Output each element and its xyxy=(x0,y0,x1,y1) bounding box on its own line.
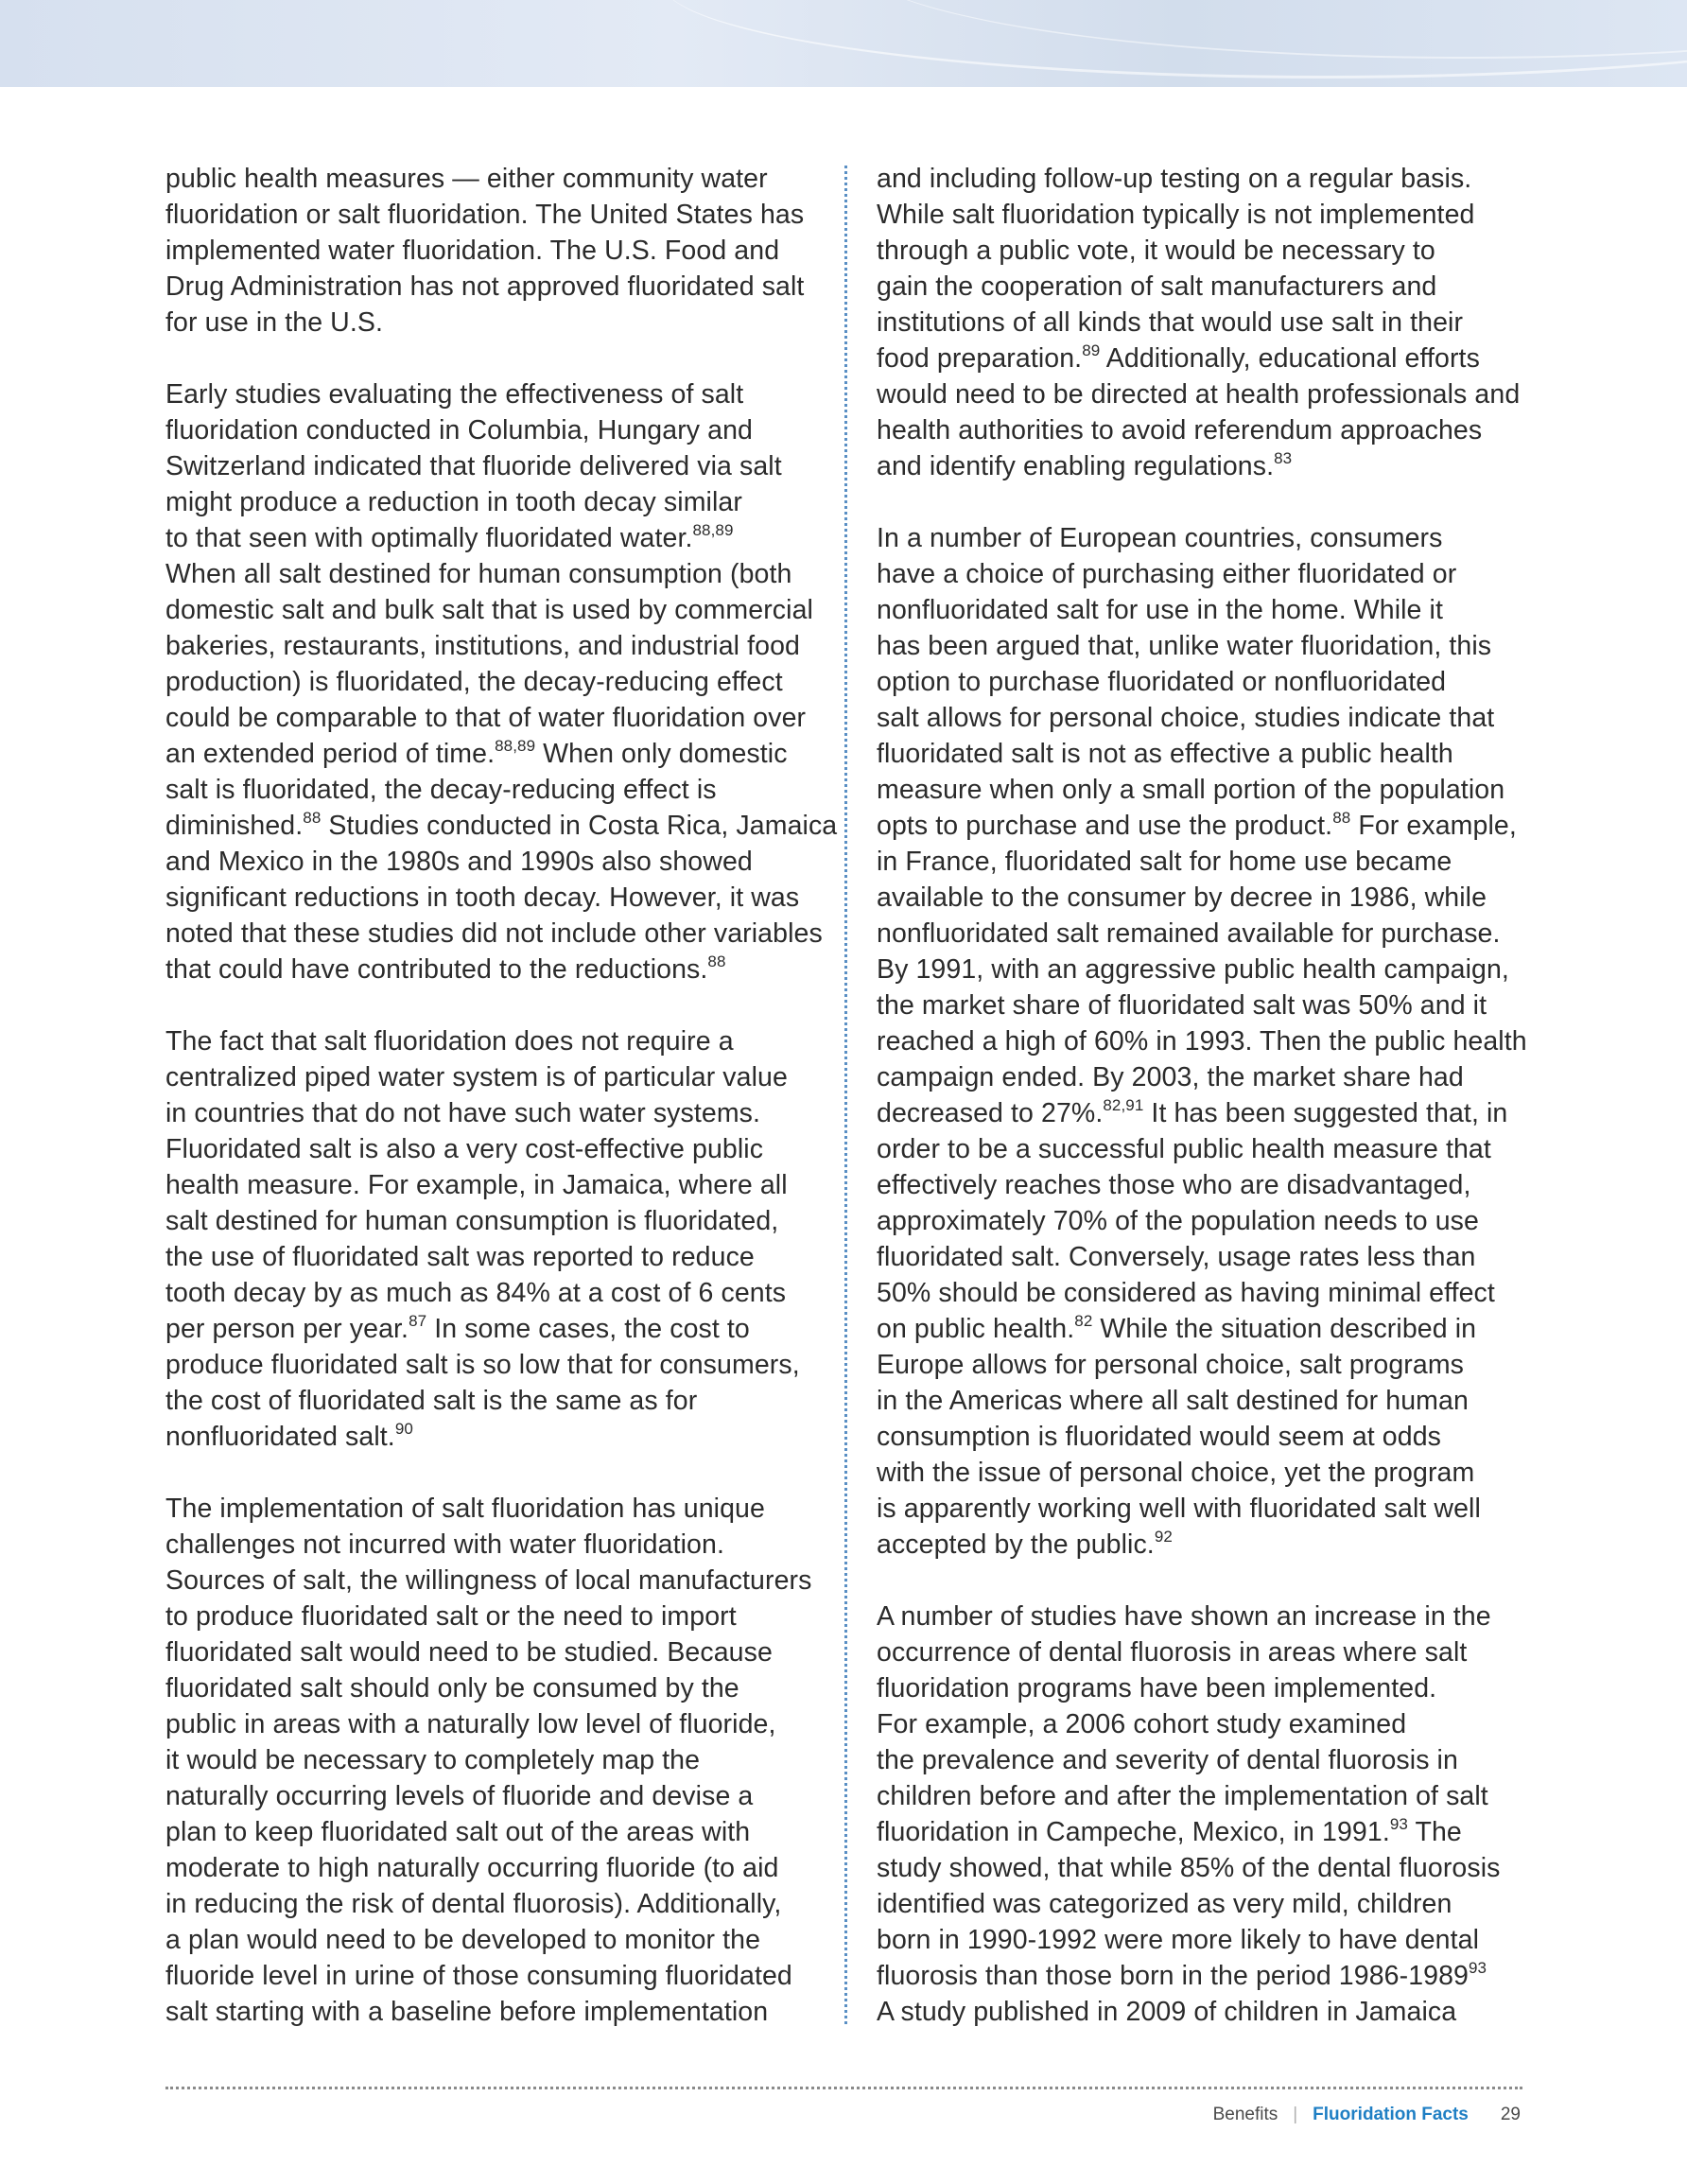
text-line xyxy=(165,269,827,305)
line-text: fluoridated salt. Conversely, usage rates less than xyxy=(877,1242,1476,1272)
text-line xyxy=(877,412,1539,448)
line-text: challenges not incurred with water fluoridation. xyxy=(165,1529,724,1560)
line-text: and Mexico in the 1980s and 1990s also showed xyxy=(165,847,753,877)
line-text: For example, a 2006 cohort study examined xyxy=(877,1709,1407,1739)
text-line xyxy=(877,808,1539,844)
left-text-column xyxy=(165,161,838,2030)
text-line xyxy=(877,844,1539,880)
line-text: institutions of all kinds that would use salt in their xyxy=(877,307,1464,338)
text-line xyxy=(165,305,827,341)
line-text: in reducing the risk of dental fluorosis). Additionally, xyxy=(165,1889,782,1919)
line-text-continued: Studies conducted in Costa Rica, Jamaica xyxy=(321,811,838,841)
text-line xyxy=(877,1059,1539,1095)
line-text: When all salt destined for human consumption (both xyxy=(165,559,792,589)
line-text: measure when only a small portion of the population xyxy=(877,775,1505,805)
text-line xyxy=(165,628,827,664)
text-line xyxy=(165,1095,827,1131)
line-text: the prevalence and severity of dental fluorosis in xyxy=(877,1745,1458,1775)
line-text: gain the cooperation of salt manufacturers and xyxy=(877,271,1437,302)
line-text: By 1991, with an aggressive public health campaign, xyxy=(877,954,1509,985)
footnote-reference: 88,89 xyxy=(692,520,734,539)
line-text: fluoridated salt should only be consumed by the xyxy=(165,1673,739,1704)
line-text: noted that these studies did not include other variables xyxy=(165,918,823,949)
line-text: salt allows for personal choice, studies indicate that xyxy=(877,703,1495,733)
text-line xyxy=(877,772,1539,808)
line-text: nonfluoridated salt for use in the home. While it xyxy=(877,595,1443,625)
line-text: diminished. xyxy=(165,811,304,841)
footnote-reference: 88 xyxy=(707,952,726,970)
text-line xyxy=(877,1886,1539,1922)
paragraph-gap xyxy=(165,1455,827,1491)
text-line xyxy=(877,1095,1539,1131)
line-text: Early studies evaluating the effectiveness of salt xyxy=(165,379,744,410)
footer-rule xyxy=(165,2087,1522,2089)
text-line xyxy=(165,1850,827,1886)
line-text: it would be necessary to completely map the xyxy=(165,1745,701,1775)
text-line xyxy=(877,341,1539,376)
text-line xyxy=(165,1167,827,1203)
footnote-reference: 88,89 xyxy=(495,736,536,755)
text-line xyxy=(165,1886,827,1922)
line-text: accepted by the public. xyxy=(877,1529,1155,1560)
line-text: implemented water fluoridation. The U.S. Food and xyxy=(165,236,780,266)
line-text: Switzerland indicated that fluoride delivered via salt xyxy=(165,451,782,481)
text-line xyxy=(877,1958,1539,1994)
line-text: fluoridated salt is not as effective a public health xyxy=(877,739,1453,769)
text-line xyxy=(165,556,827,592)
text-line xyxy=(877,1814,1539,1850)
line-text: domestic salt and bulk salt that is used by commercial xyxy=(165,595,813,625)
text-line xyxy=(877,1239,1539,1275)
text-line xyxy=(165,1742,827,1778)
line-text: fluoride level in urine of those consuming fluoridated xyxy=(165,1961,792,1991)
text-line xyxy=(877,1383,1539,1419)
footnote-reference: 88 xyxy=(303,808,322,827)
line-text: fluoridation in Campeche, Mexico, in 1991. xyxy=(877,1817,1390,1847)
text-line xyxy=(877,1994,1539,2030)
line-text: salt destined for human consumption is fluoridated, xyxy=(165,1206,779,1236)
line-text: public health measures — either community water xyxy=(165,164,768,194)
paragraph-gap xyxy=(877,484,1539,520)
line-text: naturally occurring levels of fluoride and devise a xyxy=(165,1781,754,1811)
line-text: A number of studies have shown an increase in the xyxy=(877,1601,1491,1632)
text-line xyxy=(877,1778,1539,1814)
line-text: fluoridation conducted in Columbia, Hungary and xyxy=(165,415,753,446)
line-text: fluoridation programs have been implemented. xyxy=(877,1673,1437,1704)
line-text: that could have contributed to the reductions. xyxy=(165,954,708,985)
line-text: Drug Administration has not approved fluoridated salt xyxy=(165,271,805,302)
line-text: occurrence of dental fluorosis in areas where salt xyxy=(877,1637,1468,1668)
text-line xyxy=(877,916,1539,952)
line-text: The fact that salt fluoridation does not require a xyxy=(165,1026,734,1057)
text-line xyxy=(877,952,1539,987)
text-line xyxy=(165,916,827,952)
text-line xyxy=(165,1994,827,2030)
text-line xyxy=(165,1491,827,1527)
footnote-reference: 88 xyxy=(1332,808,1351,827)
line-text: is apparently working well with fluoridated salt well xyxy=(877,1494,1481,1524)
text-line xyxy=(165,952,827,987)
text-line xyxy=(165,808,838,844)
line-text: Sources of salt, the willingness of local manufacturers xyxy=(165,1565,812,1596)
text-line xyxy=(877,197,1539,233)
line-text: produce fluoridated salt is so low that for consumers, xyxy=(165,1350,800,1380)
footnote-reference: 93 xyxy=(1469,1958,1487,1977)
text-line xyxy=(877,1670,1539,1706)
text-line xyxy=(165,1203,827,1239)
text-line xyxy=(877,1275,1539,1311)
line-text: fluoridated salt would need to be studied. Because xyxy=(165,1637,773,1668)
line-text: fluoridation or salt fluoridation. The United States has xyxy=(165,200,805,230)
line-text: through a public vote, it would be necessary to xyxy=(877,236,1435,266)
line-text: reached a high of 60% in 1993. Then the public health xyxy=(877,1026,1527,1057)
text-line xyxy=(165,880,827,916)
text-line xyxy=(165,1275,827,1311)
line-text: the cost of fluoridated salt is the same as for xyxy=(165,1386,698,1416)
line-text: health authorities to avoid referendum approaches xyxy=(877,415,1483,446)
line-text: fluorosis than those born in the period 1986-1989 xyxy=(877,1961,1469,1991)
line-text: study showed, that while 85% of the dental fluorosis xyxy=(877,1853,1501,1883)
text-line xyxy=(165,233,827,269)
line-text: and including follow-up testing on a regular basis. xyxy=(877,164,1472,194)
line-text: born in 1990-1992 were more likely to have dental xyxy=(877,1925,1480,1955)
line-text-continued: For example, xyxy=(1350,811,1517,841)
text-line xyxy=(165,1599,827,1634)
line-text-continued: Additionally, educational efforts xyxy=(1100,343,1480,374)
text-line xyxy=(877,1167,1539,1203)
line-text: production) is fluoridated, the decay-reducing effect xyxy=(165,667,783,697)
text-line xyxy=(877,269,1539,305)
paragraph-gap xyxy=(877,1563,1539,1599)
page-number: 29 xyxy=(1500,2105,1521,2124)
line-text: and identify enabling regulations. xyxy=(877,451,1275,481)
text-line xyxy=(877,736,1539,772)
text-line xyxy=(165,484,827,520)
footnote-reference: 82,91 xyxy=(1103,1095,1144,1114)
text-line xyxy=(877,1131,1539,1167)
text-line xyxy=(165,664,827,700)
text-line xyxy=(877,1742,1539,1778)
line-text: Fluoridated salt is also a very cost-effective public xyxy=(165,1134,764,1164)
line-text: significant reductions in tooth decay. However, it was xyxy=(165,882,800,913)
text-line xyxy=(165,1814,827,1850)
text-line xyxy=(165,1778,827,1814)
text-line xyxy=(877,1527,1539,1563)
footer-separator: | xyxy=(1293,2105,1298,2124)
line-text: The implementation of salt fluoridation has unique xyxy=(165,1494,765,1524)
line-text: centralized piped water system is of particular value xyxy=(165,1062,788,1092)
text-line xyxy=(165,700,827,736)
text-line xyxy=(165,592,827,628)
line-text: on public health. xyxy=(877,1314,1075,1344)
line-text: campaign ended. By 2003, the market share had xyxy=(877,1062,1464,1092)
text-line xyxy=(877,161,1539,197)
line-text: Europe allows for personal choice, salt programs xyxy=(877,1350,1465,1380)
text-line xyxy=(877,1491,1539,1527)
line-text: A study published in 2009 of children in Jamaica xyxy=(877,1997,1457,2027)
line-text: In a number of European countries, consumers xyxy=(877,523,1443,553)
line-text: might produce a reduction in tooth decay similar xyxy=(165,487,742,517)
text-line xyxy=(165,1023,827,1059)
line-text: has been argued that, unlike water fluoridation, this xyxy=(877,631,1492,661)
text-line xyxy=(877,556,1539,592)
footnote-reference: 89 xyxy=(1082,341,1101,359)
text-line xyxy=(877,664,1539,700)
line-text: with the issue of personal choice, yet the program xyxy=(877,1458,1475,1488)
line-text: moderate to high naturally occurring fluoride (to aid xyxy=(165,1853,779,1883)
line-text: an extended period of time. xyxy=(165,739,496,769)
text-line xyxy=(165,161,827,197)
line-text: salt is fluoridated, the decay-reducing effect is xyxy=(165,775,717,805)
footnote-reference: 93 xyxy=(1389,1814,1408,1833)
paragraph-gap xyxy=(165,987,827,1023)
line-text-continued: The xyxy=(1407,1817,1462,1847)
text-line xyxy=(165,1347,827,1383)
text-line xyxy=(165,1527,827,1563)
line-text: decreased to 27%. xyxy=(877,1098,1104,1128)
text-line xyxy=(165,1706,827,1742)
line-text: have a choice of purchasing either fluoridated or xyxy=(877,559,1457,589)
text-line xyxy=(165,1419,827,1455)
text-line xyxy=(165,1383,827,1419)
text-line xyxy=(165,844,827,880)
text-line xyxy=(165,1563,827,1599)
line-text: for use in the U.S. xyxy=(165,307,384,338)
text-line xyxy=(165,376,827,412)
text-line xyxy=(877,1599,1539,1634)
text-line xyxy=(877,305,1539,341)
line-text: to produce fluoridated salt or the need to import xyxy=(165,1601,737,1632)
text-line xyxy=(165,736,827,772)
footnote-reference: 83 xyxy=(1274,448,1293,467)
line-text: bakeries, restaurants, institutions, and industrial food xyxy=(165,631,800,661)
footnote-reference: 92 xyxy=(1154,1527,1173,1546)
line-text: in France, fluoridated salt for home use became xyxy=(877,847,1452,877)
text-line xyxy=(165,772,827,808)
text-line xyxy=(877,628,1539,664)
text-line xyxy=(877,700,1539,736)
footnote-reference: 82 xyxy=(1074,1311,1093,1330)
footer-publication-title: Fluoridation Facts xyxy=(1313,2105,1469,2124)
text-line xyxy=(877,1455,1539,1491)
text-line xyxy=(877,448,1539,484)
line-text: order to be a successful public health measure that xyxy=(877,1134,1491,1164)
text-line xyxy=(877,1347,1539,1383)
text-line xyxy=(165,1131,827,1167)
line-text: effectively reaches those who are disadvantaged, xyxy=(877,1170,1471,1200)
line-text: While salt fluoridation typically is not implemented xyxy=(877,200,1475,230)
footer-section-label: Benefits xyxy=(1212,2105,1278,2124)
text-line xyxy=(165,1670,827,1706)
line-text: would need to be directed at health professionals and xyxy=(877,379,1521,410)
text-line xyxy=(877,233,1539,269)
text-line xyxy=(877,520,1539,556)
line-text: children before and after the implementation of salt xyxy=(877,1781,1488,1811)
text-line xyxy=(165,1311,827,1347)
line-text: nonfluoridated salt remained available for purchase. xyxy=(877,918,1501,949)
line-text: a plan would need to be developed to monitor the xyxy=(165,1925,761,1955)
text-line xyxy=(165,1059,827,1095)
text-line xyxy=(165,1958,827,1994)
line-text: identified was categorized as very mild, children xyxy=(877,1889,1452,1919)
text-line xyxy=(877,1203,1539,1239)
text-line xyxy=(165,1922,827,1958)
line-text: the market share of fluoridated salt was 50% and it xyxy=(877,990,1487,1021)
line-text: food preparation. xyxy=(877,343,1083,374)
text-line xyxy=(877,1023,1539,1059)
line-text: public in areas with a naturally low level of fluoride, xyxy=(165,1709,776,1739)
line-text-continued: It has been suggested that, in xyxy=(1143,1098,1508,1128)
line-text: nonfluoridated salt. xyxy=(165,1422,395,1452)
text-line xyxy=(877,1850,1539,1886)
column-divider xyxy=(844,166,847,2024)
text-line xyxy=(877,987,1539,1023)
text-line xyxy=(877,880,1539,916)
text-line xyxy=(877,1922,1539,1958)
line-text: 50% should be considered as having minimal effect xyxy=(877,1278,1495,1308)
paragraph-gap xyxy=(165,341,827,376)
text-line xyxy=(877,592,1539,628)
text-line xyxy=(165,1239,827,1275)
line-text: consumption is fluoridated would seem at odds xyxy=(877,1422,1442,1452)
text-line xyxy=(877,376,1539,412)
text-line xyxy=(165,1634,827,1670)
line-text: plan to keep fluoridated salt out of the areas with xyxy=(165,1817,751,1847)
line-text: health measure. For example, in Jamaica, where all xyxy=(165,1170,788,1200)
text-line xyxy=(165,412,827,448)
text-line xyxy=(165,448,827,484)
text-line xyxy=(165,520,827,556)
text-line xyxy=(877,1634,1539,1670)
line-text: opts to purchase and use the product. xyxy=(877,811,1333,841)
line-text-continued: When only domestic xyxy=(535,739,788,769)
line-text-continued: In some cases, the cost to xyxy=(426,1314,750,1344)
page-footer xyxy=(1213,2100,1521,2130)
line-text: approximately 70% of the population needs to use xyxy=(877,1206,1479,1236)
line-text: salt starting with a baseline before implementation xyxy=(165,1997,769,2027)
footnote-reference: 90 xyxy=(394,1419,413,1438)
line-text: in countries that do not have such water systems. xyxy=(165,1098,761,1128)
line-text: available to the consumer by decree in 1986, while xyxy=(877,882,1487,913)
right-text-column xyxy=(877,161,1539,2030)
footnote-reference: 87 xyxy=(409,1311,427,1330)
header-banner xyxy=(0,0,1687,87)
text-line xyxy=(165,197,827,233)
text-line xyxy=(877,1419,1539,1455)
line-text: per person per year. xyxy=(165,1314,409,1344)
line-text: could be comparable to that of water fluoridation over xyxy=(165,703,807,733)
line-text: in the Americas where all salt destined for human xyxy=(877,1386,1469,1416)
line-text-continued: While the situation described in xyxy=(1092,1314,1477,1344)
text-line xyxy=(877,1706,1539,1742)
line-text: option to purchase fluoridated or nonfluoridated xyxy=(877,667,1447,697)
text-line xyxy=(877,1311,1539,1347)
line-text: tooth decay by as much as 84% at a cost of 6 cents xyxy=(165,1278,787,1308)
line-text: the use of fluoridated salt was reported to reduce xyxy=(165,1242,755,1272)
line-text: to that seen with optimally fluoridated water. xyxy=(165,523,693,553)
